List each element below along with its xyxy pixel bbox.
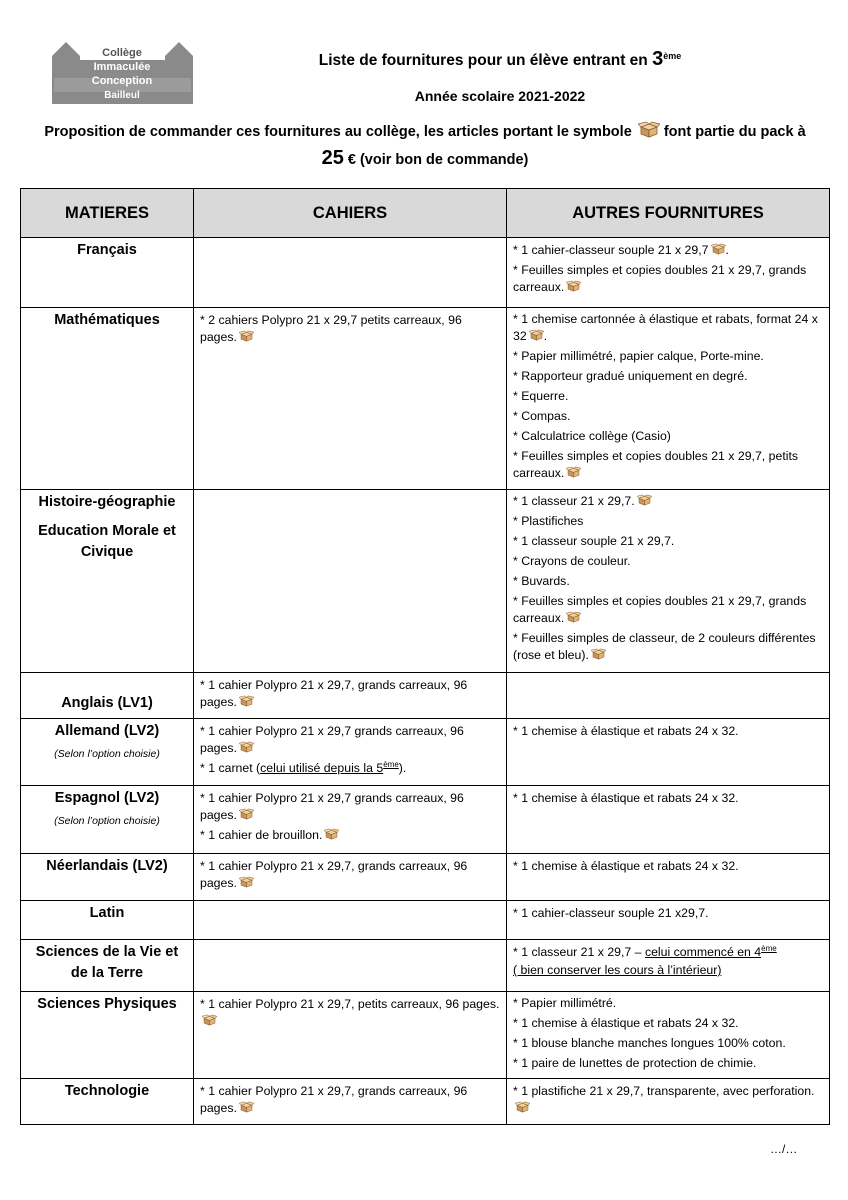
header-autres: AUTRES FOURNITURES [507,189,830,238]
proposal-text-1: Proposition de commander ces fournitures au collège, les articles portant le symbole [44,124,632,140]
option-note: (Selon l’option choisie) [54,815,160,827]
list-item: * 1 cahier-classeur souple 21 x29,7. [513,906,709,920]
subject-technologie: Technologie [21,1079,194,1125]
list-item: * Plastifiches [513,514,584,528]
subject-anglais: Anglais (LV1) [21,673,194,719]
table-row [21,719,830,786]
carnet-note: celui utilisé depuis la 5 [260,761,384,775]
table-header-row [21,189,830,238]
list-item: * Feuilles simples et copies doubles 21 x 29,7, grands carreaux. [513,263,807,294]
package-icon [324,828,339,840]
autres-latin [507,901,830,940]
package-icon [239,695,254,707]
title-grade: 3 [652,48,664,70]
subject-espagnol [21,786,194,854]
list-item: * 1 classeur souple 21 x 29,7. [513,534,675,548]
title-text: Liste de fournitures pour un élève entrant en [318,52,653,69]
table-row [21,1079,830,1125]
list-item: * 1 classeur 21 x 29,7. [513,494,635,508]
cahiers-svt [194,940,507,992]
table-row [21,786,830,854]
list-item: * Feuilles simples et copies doubles 21 x 29,7, grands carreaux. [513,594,807,625]
school-year: Année scolaire 2021-2022 [414,88,586,104]
list-item: * 1 blouse blanche manches longues 100% coton. [513,1036,786,1050]
package-icon [529,329,544,341]
table-row [21,238,830,308]
autres-allemand [507,719,830,786]
package-icon [202,1014,217,1026]
proposal-text-3: € (voir bon de commande) [347,152,529,168]
list-item: * 1 cahier Polypro 21 x 29,7 grands carreaux, 96 pages. [200,791,464,822]
package-icon [711,243,726,255]
cahiers-neerlandais [194,854,507,901]
cahiers-histoire [194,490,507,673]
school-logo [50,38,195,106]
subject-latin: Latin [21,901,194,940]
subject-svt: Sciences de la Vie et de la Terre [21,940,194,992]
cahiers-allemand [194,719,507,786]
list-item: * 1 cahier de brouillon. [200,828,323,842]
list-item: * Feuilles simples de classeur, de 2 couleurs différentes (rose et bleu). [513,631,816,662]
subject-francais: Français [21,238,194,308]
list-item: * 1 chemise à élastique et rabats 24 x 32. [513,1016,739,1030]
subject-allemand-label: Allemand (LV2) [54,723,160,739]
title-grade-sup: ème [663,50,682,61]
list-item: * 1 chemise à élastique et rabats 24 x 32. [513,859,739,873]
cahiers-anglais [194,673,507,719]
list-item: * Compas. [513,409,571,423]
package-icon [566,466,581,478]
list-item: * Feuilles simples et copies doubles 21 x 29,7, petits carreaux. [513,449,799,480]
page-indicator: …/… [770,1142,798,1156]
pack-price: 25 [321,147,344,169]
package-icon [638,121,660,138]
table-row [21,901,830,940]
header-cahiers: CAHIERS [194,189,507,238]
package-icon [239,330,254,342]
list-item: * Papier millimétré, papier calque, Porte-mine. [513,349,764,363]
autres-neerlandais [507,854,830,901]
table-row [21,490,830,673]
autres-maths: * 1 chemise cartonnée à élastique et rabats, format 24 x 32 . * Papier millimétré, papier calque, Porte-mine. * Rapporteur gradué uniquement en degré. * Equerre. * Compas. * Calculatrice collège (Casio) * Feuilles simples et copies doubles 21 x 29,7, petits carreaux. [507,308,830,490]
cahiers-espagnol [194,786,507,854]
header-matieres: MATIERES [21,189,194,238]
option-note: (Selon l’option choisie) [54,748,160,760]
package-icon [239,741,254,753]
subject-allemand [21,719,194,786]
list-item: * 1 paire de lunettes de protection de chimie. [513,1056,757,1070]
package-icon [566,611,581,623]
cahiers-technologie [194,1079,507,1125]
cahiers-physique [194,992,507,1079]
list-item: * 1 cahier Polypro 21 x 29,7, grands carreaux, 96 pages. [200,1084,468,1115]
supplies-table [20,188,830,1125]
list-item: * 1 cahier Polypro 21 x 29,7, grands carreaux, 96 pages. [200,859,468,890]
list-item: * 1 chemise à élastique et rabats 24 x 32. [513,724,739,738]
package-icon [566,280,581,292]
order-proposal [40,119,810,173]
list-item: * 1 classeur 21 x 29,7 – celui commencé en 4ème [513,943,777,959]
list-item: * 1 chemise cartonnée à élastique et rabats, format 24 x 32 [513,312,818,343]
list-item: * Papier millimétré. [513,996,617,1010]
list-item: * 1 cahier-classeur souple 21 x 29,7 [513,243,709,257]
subject-physique: Sciences Physiques [21,992,194,1079]
package-icon [637,494,652,506]
subject-emc: Education Morale et Civique [38,523,176,560]
table-row [21,854,830,901]
list-item: * Crayons de couleur. [513,554,631,568]
list-item: * Calculatrice collège (Casio) [513,429,671,443]
table-row [21,673,830,719]
list-item: * 1 plastifiche 21 x 29,7, transparente, avec perforation. [513,1084,815,1098]
list-item: * 1 cahier Polypro 21 x 29,7 grands carreaux, 96 pages. [200,724,464,755]
autres-histoire [507,490,830,673]
cahiers-maths [194,308,507,490]
list-item: * 2 cahiers Polypro 21 x 29,7 petits carreaux, 96 pages. [200,313,462,344]
list-item: * 1 cahier Polypro 21 x 29,7, petits carreaux, 96 pages. [200,997,500,1011]
subject-histoire [21,490,194,673]
package-icon [591,648,606,660]
table-row [21,308,830,490]
autres-francais: * 1 cahier-classeur souple 21 x 29,7 . * Feuilles simples et copies doubles 21 x 29,7, grands carreaux. [507,238,830,308]
list-item: * 1 chemise à élastique et rabats 24 x 32. [513,791,739,805]
list-item: * 1 cahier Polypro 21 x 29,7, grands carreaux, 96 pages. [200,678,468,709]
list-item: * Buvards. [513,574,570,588]
package-icon [239,808,254,820]
svg-text:Bailleul: Bailleul [104,90,140,101]
subject-espagnol-label: Espagnol (LV2) [54,790,160,806]
list-item: * 1 carnet (celui utilisé depuis la 5ème). [200,759,407,775]
autres-espagnol [507,786,830,854]
table-row [21,940,830,992]
subject-maths: Mathématiques [21,308,194,490]
autres-svt [507,940,830,992]
autres-technologie [507,1079,830,1125]
svg-text:Conception: Conception [91,75,153,87]
cahiers-latin [194,901,507,940]
list-item: * Equerre. [513,389,569,403]
package-icon [239,1101,254,1113]
subject-neerlandais: Néerlandais (LV2) [21,854,194,901]
table-row [21,992,830,1079]
package-icon [515,1101,530,1113]
autres-physique [507,992,830,1079]
proposal-text-2: font partie du pack à [663,124,806,140]
svg-text:Collège: Collège [102,47,142,59]
list-item: ( bien conserver les cours à l’intérieur) [513,963,722,977]
package-icon [239,876,254,888]
cahiers-francais [194,238,507,308]
page-title [230,48,770,71]
autres-anglais [507,673,830,719]
svg-text:Immaculée: Immaculée [93,61,151,73]
subject-histoire-geo: Histoire-géographie [38,494,176,510]
list-item: * Rapporteur gradué uniquement en degré. [513,369,748,383]
